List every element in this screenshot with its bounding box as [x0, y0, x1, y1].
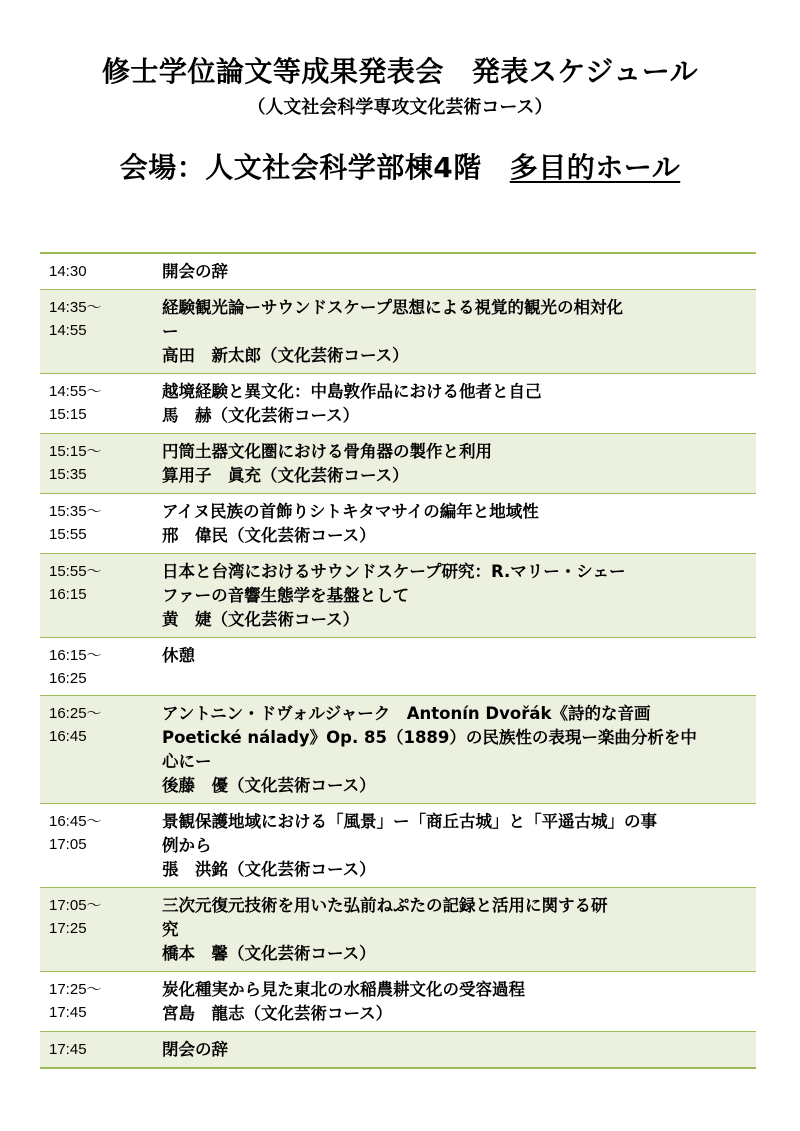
- time-text: 16:15〜: [49, 647, 102, 664]
- time-cell: [40, 810, 162, 882]
- time-text: 17:45: [49, 1004, 87, 1021]
- content-cell: [162, 978, 756, 1026]
- venue-label: 会場：人文社会科学部棟4階: [119, 151, 482, 184]
- content-line: アントニン・ドヴォルジャーク Antonín Dvořák《詩的な音画: [162, 704, 651, 723]
- time-cell: [40, 894, 162, 966]
- content-cell: [162, 1038, 756, 1062]
- content-line: 橋本 馨（文化芸術コース）: [162, 944, 376, 963]
- venue-room: 多目的ホール: [509, 151, 681, 184]
- schedule-row: [40, 971, 756, 1031]
- time-text: 17:25〜: [49, 981, 102, 998]
- time-cell: [40, 260, 162, 284]
- time-text: 15:55〜: [49, 563, 102, 580]
- schedule-row: [40, 433, 756, 493]
- content-line: アイヌ民族の首飾りシトキタマサイの編年と地域性: [162, 502, 539, 521]
- content-line: 日本と台湾におけるサウンドスケープ研究：R.マリー・シェー: [162, 562, 626, 581]
- content-line: 閉会の辞: [162, 1040, 228, 1059]
- time-text: 15:35: [49, 466, 87, 483]
- event-title: 修士学位論文等成果発表会: [101, 55, 444, 88]
- content-line: ー: [162, 322, 179, 341]
- content-line: 円筒土器文化圏における骨角器の製作と利用: [162, 442, 492, 461]
- time-text: 17:45: [49, 1041, 87, 1058]
- time-text: 16:25〜: [49, 705, 102, 722]
- time-text: 17:25: [49, 920, 87, 937]
- schedule-row: [40, 803, 756, 887]
- time-text: 15:15〜: [49, 443, 102, 460]
- content-line: 例から: [162, 836, 212, 855]
- schedule-row: [40, 373, 756, 433]
- content-line: 越境経験と異文化：中島敦作品における他者と自己: [162, 382, 542, 401]
- venue-line: [0, 146, 800, 186]
- time-text: 15:35〜: [49, 503, 102, 520]
- content-line: ファーの音響生態学を基盤として: [162, 586, 410, 605]
- time-text: 17:05〜: [49, 897, 102, 914]
- time-text: 16:45: [49, 728, 87, 745]
- content-cell: [162, 560, 756, 632]
- content-line: 後藤 優（文化芸術コース）: [162, 776, 376, 795]
- content-cell: [162, 702, 756, 798]
- schedule-row: [40, 493, 756, 553]
- content-line: 休憩: [162, 646, 195, 665]
- content-line: 宮島 龍志（文化芸術コース）: [162, 1004, 393, 1023]
- content-line: 究: [162, 920, 179, 939]
- time-text: 16:15: [49, 586, 87, 603]
- content-line: 邢 偉民（文化芸術コース）: [162, 526, 376, 545]
- schedule-row: [40, 887, 756, 971]
- schedule-row: [40, 637, 756, 695]
- schedule-row: [40, 1031, 756, 1067]
- time-text: 15:55: [49, 526, 87, 543]
- content-cell: [162, 644, 756, 690]
- schedule-title: 発表スケジュール: [471, 55, 699, 88]
- schedule-row: [40, 695, 756, 803]
- time-text: 14:35〜: [49, 299, 102, 316]
- content-line: 張 洪銘（文化芸術コース）: [162, 860, 376, 879]
- content-cell: [162, 380, 756, 428]
- content-line: 経験観光論ーサウンドスケープ思想による視覚的観光の相対化: [162, 298, 624, 317]
- time-cell: [40, 296, 162, 368]
- time-cell: [40, 702, 162, 798]
- page-title: [0, 50, 800, 90]
- content-cell: [162, 440, 756, 488]
- time-text: 14:30: [49, 263, 87, 280]
- time-text: 16:45〜: [49, 813, 102, 830]
- schedule-row: [40, 254, 756, 289]
- time-cell: [40, 1038, 162, 1062]
- content-line: Poetické nálady》Op. 85（1889）の民族性の表現ー楽曲分析を中: [162, 728, 697, 747]
- time-cell: [40, 978, 162, 1026]
- time-cell: [40, 380, 162, 428]
- content-line: 算用子 眞充（文化芸術コース）: [162, 466, 409, 485]
- time-text: 17:05: [49, 836, 87, 853]
- content-line: 三次元復元技術を用いた弘前ねぷたの記録と活用に関する研: [162, 896, 608, 915]
- content-cell: [162, 894, 756, 966]
- time-text: 14:55: [49, 322, 87, 339]
- schedule-row: [40, 553, 756, 637]
- content-line: 開会の辞: [162, 262, 228, 281]
- content-line: 心にー: [162, 752, 212, 771]
- content-cell: [162, 296, 756, 368]
- time-cell: [40, 644, 162, 690]
- time-cell: [40, 440, 162, 488]
- content-line: 炭化種実から見た東北の水稲農耕文化の受容過程: [162, 980, 525, 999]
- time-cell: [40, 500, 162, 548]
- time-text: 14:55〜: [49, 383, 102, 400]
- time-cell: [40, 560, 162, 632]
- content-line: 馬 赫（文化芸術コース）: [162, 406, 360, 425]
- time-text: 15:15: [49, 406, 87, 423]
- content-cell: [162, 260, 756, 284]
- content-line: 高田 新太郎（文化芸術コース）: [162, 346, 409, 365]
- content-cell: [162, 810, 756, 882]
- schedule-table: [40, 252, 756, 1069]
- schedule-row: [40, 289, 756, 373]
- content-cell: [162, 500, 756, 548]
- page-subtitle: （人文社会科学専攻文化芸術コース）: [247, 97, 553, 118]
- time-text: 16:25: [49, 670, 87, 687]
- content-line: 景観保護地域における「風景」ー「商丘古城」と「平遥古城」の事: [162, 812, 657, 831]
- content-line: 黄 婕（文化芸術コース）: [162, 610, 360, 629]
